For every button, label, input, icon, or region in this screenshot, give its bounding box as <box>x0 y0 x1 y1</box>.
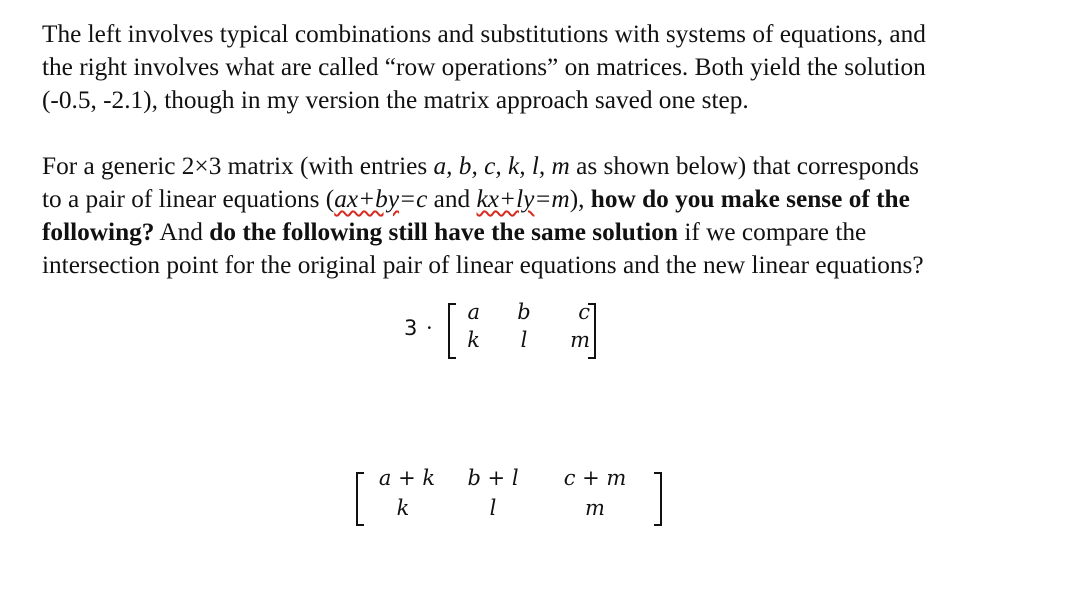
matrix-cell: k <box>467 328 480 352</box>
question-text: ), <box>569 185 591 213</box>
equation-two-spellcheck[interactable]: kx+ly <box>476 185 535 213</box>
question-line-4: intersection point for the original pair of linear equations and the new linear equations? <box>42 251 924 279</box>
matrix-cell: m <box>585 496 605 520</box>
question-line-1 <box>42 150 1052 183</box>
intro-paragraph <box>42 18 1052 117</box>
matrix-cell: b <box>517 300 531 324</box>
question-text: as shown below) that corresponds <box>569 152 919 180</box>
matrix-cell: k <box>396 496 410 520</box>
question-text: if we compare the <box>678 218 867 246</box>
matrix-cell: b + l <box>467 466 519 490</box>
bold-question: do the following still have the same solution <box>209 218 679 246</box>
question-line-3 <box>42 216 1052 249</box>
matrix-cell: m <box>570 328 590 352</box>
intro-line-3: (-0.5, -2.1), though in my version the matrix approach saved one step. <box>42 86 749 114</box>
question-paragraph <box>42 150 1052 282</box>
matrix-entry-variables: a, b, c, k, l, m <box>433 152 570 180</box>
matrix-cell: l <box>489 496 497 520</box>
equation-two-rest: =m <box>534 185 570 213</box>
scalar-value: 3 <box>404 316 418 340</box>
question-line-2 <box>42 183 1052 216</box>
matrix-cell: a <box>467 300 480 324</box>
matrix-cell: c + m <box>563 466 627 490</box>
matrix-cell: a + k <box>378 466 436 490</box>
right-bracket-icon <box>588 303 596 359</box>
right-bracket-icon <box>654 472 662 526</box>
question-text: And <box>154 218 210 246</box>
intro-line-1: The left involves typical combinations and substitutions with systems of equations, and <box>42 20 926 48</box>
bold-question: following? <box>42 218 155 246</box>
matrix-cell: c <box>578 300 590 324</box>
intro-line-2: the right involves what are called “row operations” on matrices. Both yield the solution <box>42 53 926 81</box>
matrix-cell: l <box>520 328 528 352</box>
multiply-dot: · <box>426 316 433 340</box>
equation-one-spellcheck[interactable]: ax+by <box>334 185 400 213</box>
question-text: to a pair of linear equations ( <box>42 185 335 213</box>
row-sum-matrix <box>354 466 674 536</box>
equation-one-rest: =c <box>399 185 428 213</box>
question-text: For a generic 2×3 matrix (with entries <box>42 152 434 180</box>
question-text: and <box>427 185 477 213</box>
bold-question: how do you make sense of the <box>590 185 910 213</box>
